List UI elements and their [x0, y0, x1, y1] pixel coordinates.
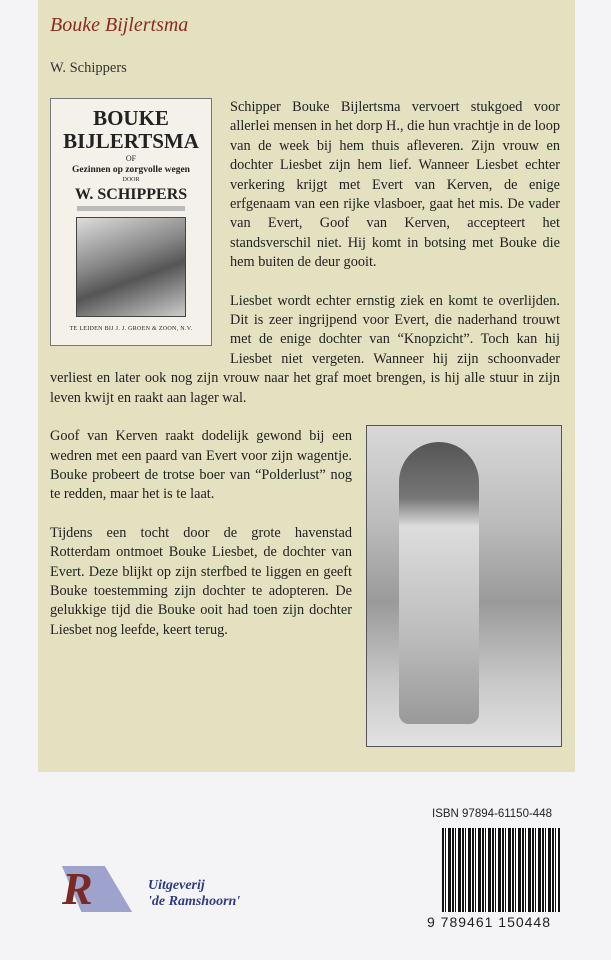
- logo-letters: R: [62, 863, 93, 914]
- boat-illustration: [76, 217, 186, 317]
- cover-author: W. SCHIPPERS: [74, 186, 188, 203]
- book-author: W. Schippers: [50, 60, 127, 76]
- paragraph: Schipper Bouke Bijlertsma vervoert stukgoed voor allerlei mensen in het dorp H., die hun vrachtje in de loop van de week bij hem thuis afleveren. Zijn vrouw en dochter Liesbet zijn hem lief. Wanneer Liesbet echter verkering krijgt met Evert van Kerven, de enige erfgenaam van een rijke vlasboer, gaat het mis. De vader van Evert, Goof van Kerven, accepteert het standsverschil niet. Hij komt in botsing met Bouke die hem buiten de deur gooit.: [230, 99, 560, 271]
- publisher-name: [148, 878, 240, 910]
- girl-figure: [399, 442, 479, 724]
- paragraph: Liesbet wordt echter ernstig ziek en komt te overlijden. Dit is zeer ingrijpend voor Evert, die naderhand trouwt met de enige dochter van “Knopzicht”. Toch kan hij Liesbet niet vergeten. Wanneer hij zijn schoonvader verliest en later ook nog zijn vrouw naar het graf moet brengen, is hij alle stuur in zijn leven kwijt en raakt aan lager wal.: [50, 292, 560, 406]
- publisher-logo: [58, 863, 138, 914]
- paragraph: Goof van Kerven raakt dodelijk gewond bij een wedren met een paard van Evert voor zijn wagentje. Bouke probeert de trotse boer van “Polderlust” nog te redden, maar het is te laat.: [50, 428, 352, 503]
- barcode-number: 9 789461 150448: [427, 914, 551, 930]
- isbn-label: ISBN 97894-61150-448: [432, 808, 552, 820]
- girl-illustration: [366, 425, 562, 747]
- publisher-line-1: Uitgeverij: [148, 878, 205, 893]
- paragraph: Tijdens een tocht door de grote havenstad Rotterdam ontmoet Bouke Liesbet, de dochter van Evert. Deze blijkt op zijn sterfbed te liggen en geeft Bouke toestemming zijn dochter te adopteren. De gelukkige tijd die Bouke ooit had toen zijn dochter Liesbet nog leefde, keert terug.: [50, 524, 352, 638]
- barcode: [442, 828, 560, 912]
- book-title: Bouke Bijlertsma: [50, 14, 189, 36]
- blurb: [50, 98, 560, 747]
- publisher-line-2: 'de Ramshoorn': [148, 894, 241, 909]
- cover-title-1: BOUKE: [93, 106, 169, 130]
- cover-small-text: [77, 206, 185, 211]
- cover-door: DOOR: [122, 177, 140, 183]
- cover-title-2: BIJLERTSMA: [63, 129, 199, 153]
- cover-publisher: TE LEIDEN BIJ J. J. GROEN & ZOON, N.V.: [69, 326, 193, 332]
- cover-subtitle: Gezinnen op zorgvolle wegen: [72, 165, 190, 175]
- cover-of: OF: [125, 154, 137, 163]
- original-cover-image: [50, 98, 212, 346]
